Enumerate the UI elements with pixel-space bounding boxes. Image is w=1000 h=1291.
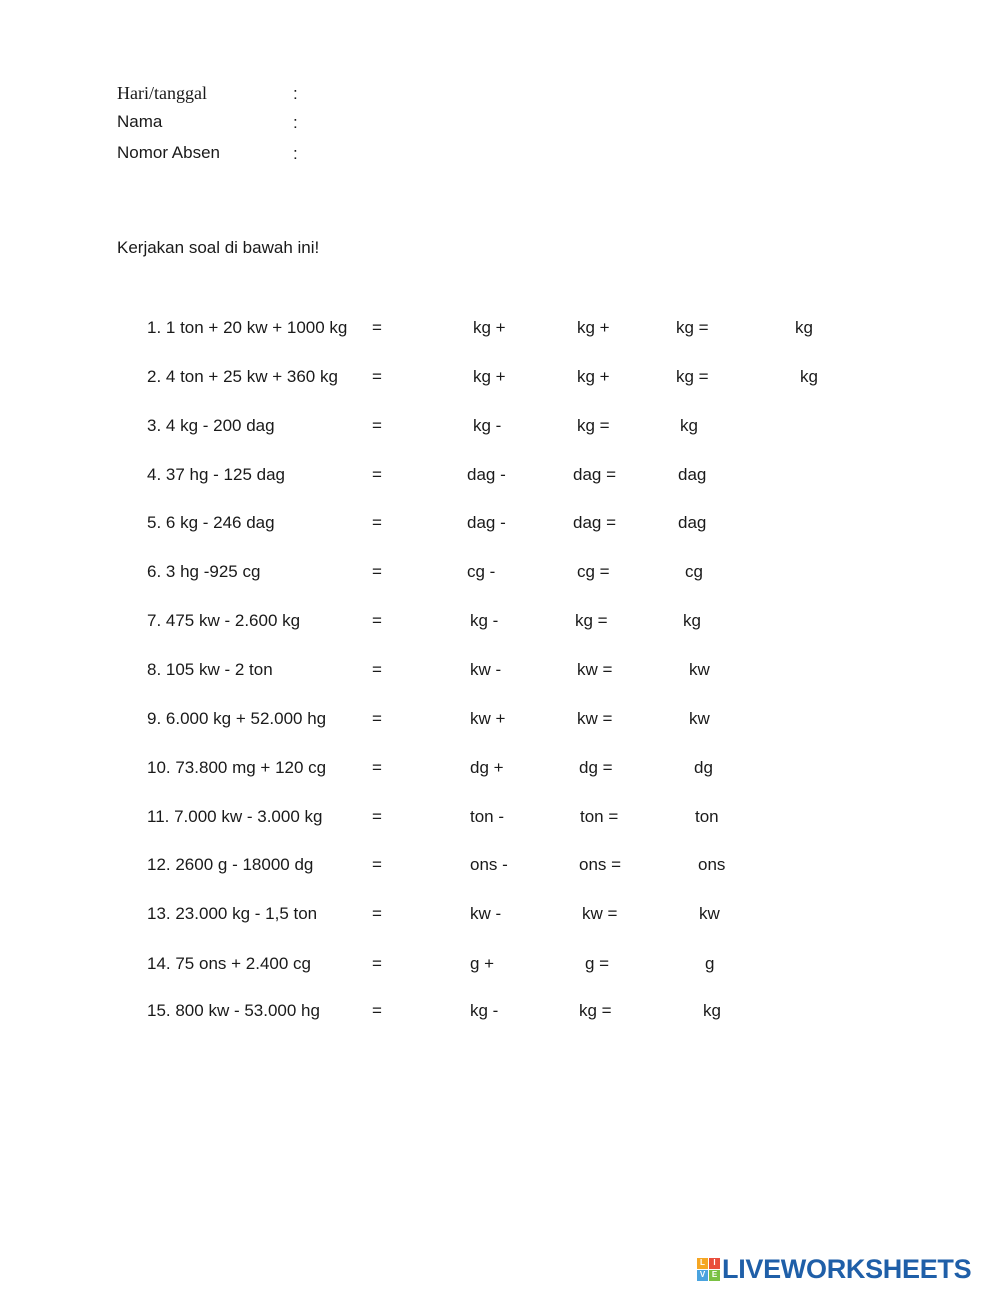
answer-unit-2: kg = (575, 611, 608, 630)
answer-unit-1: kw + (470, 709, 506, 728)
answer-unit-1: kg - (470, 1001, 499, 1020)
answer-unit-1: g + (470, 954, 495, 973)
answer-unit-3: kg (680, 416, 698, 435)
answer-unit-3: g (705, 954, 715, 973)
number-colon: : (293, 144, 298, 163)
equals-sign: = (372, 367, 382, 386)
equals-sign: = (372, 1001, 382, 1020)
equals-sign: = (372, 904, 382, 923)
problem-question: 9. 6.000 kg + 52.000 hg (147, 709, 327, 728)
problem-question: 15. 800 kw - 53.000 hg (147, 1001, 320, 1020)
live-blocks-icon (697, 1258, 720, 1281)
equals-sign: = (372, 611, 382, 630)
name-colon: : (293, 113, 298, 132)
answer-unit-1: kg - (470, 611, 499, 630)
answer-unit-3: kg (683, 611, 701, 630)
problem-question: 12. 2600 g - 18000 dg (147, 855, 314, 874)
answer-unit-2: kg + (577, 367, 610, 386)
problem-question: 5. 6 kg - 246 dag (147, 513, 275, 532)
answer-unit-1: ton - (470, 807, 505, 826)
name-label: Nama (117, 112, 163, 131)
answer-unit-1: dag - (467, 513, 506, 532)
problem-question: 14. 75 ons + 2.400 cg (147, 954, 311, 973)
equals-sign: = (372, 318, 382, 337)
answer-unit-3: kg = (676, 318, 709, 337)
answer-unit-4: kg (795, 318, 813, 337)
answer-unit-1: kg - (473, 416, 502, 435)
equals-sign: = (372, 465, 382, 484)
problem-question: 13. 23.000 kg - 1,5 ton (147, 904, 318, 923)
answer-unit-2: kg = (579, 1001, 612, 1020)
answer-unit-1: dag - (467, 465, 506, 484)
answer-unit-1: cg - (467, 562, 496, 581)
answer-unit-1: kg + (473, 367, 506, 386)
problem-question: 8. 105 kw - 2 ton (147, 660, 273, 679)
answer-unit-2: dag = (573, 465, 617, 484)
answer-unit-3: kw (689, 709, 710, 728)
day-date-colon: : (293, 84, 298, 103)
number-label: Nomor Absen (117, 143, 220, 162)
answer-unit-1: kg + (473, 318, 506, 337)
equals-sign: = (372, 562, 382, 581)
problem-question: 6. 3 hg -925 cg (147, 562, 261, 581)
instruction-text: Kerjakan soal di bawah ini! (117, 238, 320, 257)
answer-unit-3: dg (694, 758, 713, 777)
answer-unit-2: kg + (577, 318, 610, 337)
problem-question: 4. 37 hg - 125 dag (147, 465, 286, 484)
answer-unit-2: kw = (577, 660, 613, 679)
answer-unit-3: kg (703, 1001, 721, 1020)
answer-unit-2: g = (585, 954, 610, 973)
answer-unit-3: kw (689, 660, 710, 679)
problem-question: 2. 4 ton + 25 kw + 360 kg (147, 367, 338, 386)
problem-question: 1. 1 ton + 20 kw + 1000 kg (147, 318, 348, 337)
answer-unit-1: kw - (470, 904, 502, 923)
equals-sign: = (372, 807, 382, 826)
problem-question: 11. 7.000 kw - 3.000 kg (147, 807, 323, 826)
answer-unit-3: dag (678, 465, 707, 484)
logo-block-e: E (709, 1270, 720, 1281)
answer-unit-1: kw - (470, 660, 502, 679)
answer-unit-3: cg (685, 562, 703, 581)
equals-sign: = (372, 954, 382, 973)
equals-sign: = (372, 758, 382, 777)
equals-sign: = (372, 709, 382, 728)
problem-question: 7. 475 kw - 2.600 kg (147, 611, 301, 630)
answer-unit-1: dg + (470, 758, 504, 777)
equals-sign: = (372, 513, 382, 532)
answer-unit-3: kw (699, 904, 720, 923)
answer-unit-4: kg (800, 367, 818, 386)
day-date-label: Hari/tanggal (117, 83, 207, 103)
answer-unit-3: dag (678, 513, 707, 532)
equals-sign: = (372, 660, 382, 679)
liveworksheets-logo (697, 1252, 971, 1286)
answer-unit-2: dag = (573, 513, 617, 532)
logo-block-v: V (697, 1270, 708, 1281)
answer-unit-2: dg = (579, 758, 613, 777)
answer-unit-2: ons = (579, 855, 622, 874)
logo-block-l: L (697, 1258, 708, 1269)
answer-unit-2: kw = (577, 709, 613, 728)
answer-unit-2: cg = (577, 562, 610, 581)
answer-unit-3: ons (698, 855, 726, 874)
problem-question: 10. 73.800 mg + 120 cg (147, 758, 327, 777)
problem-question: 3. 4 kg - 200 dag (147, 416, 275, 435)
equals-sign: = (372, 855, 382, 874)
answer-unit-2: kg = (577, 416, 610, 435)
answer-unit-3: ton (695, 807, 719, 826)
logo-text: LIVEWORKSHEETS (722, 1253, 972, 1284)
answer-unit-2: kw = (582, 904, 618, 923)
answer-unit-1: ons - (470, 855, 508, 874)
answer-unit-3: kg = (676, 367, 709, 386)
logo-block-i: I (709, 1258, 720, 1269)
answer-unit-2: ton = (580, 807, 619, 826)
equals-sign: = (372, 416, 382, 435)
